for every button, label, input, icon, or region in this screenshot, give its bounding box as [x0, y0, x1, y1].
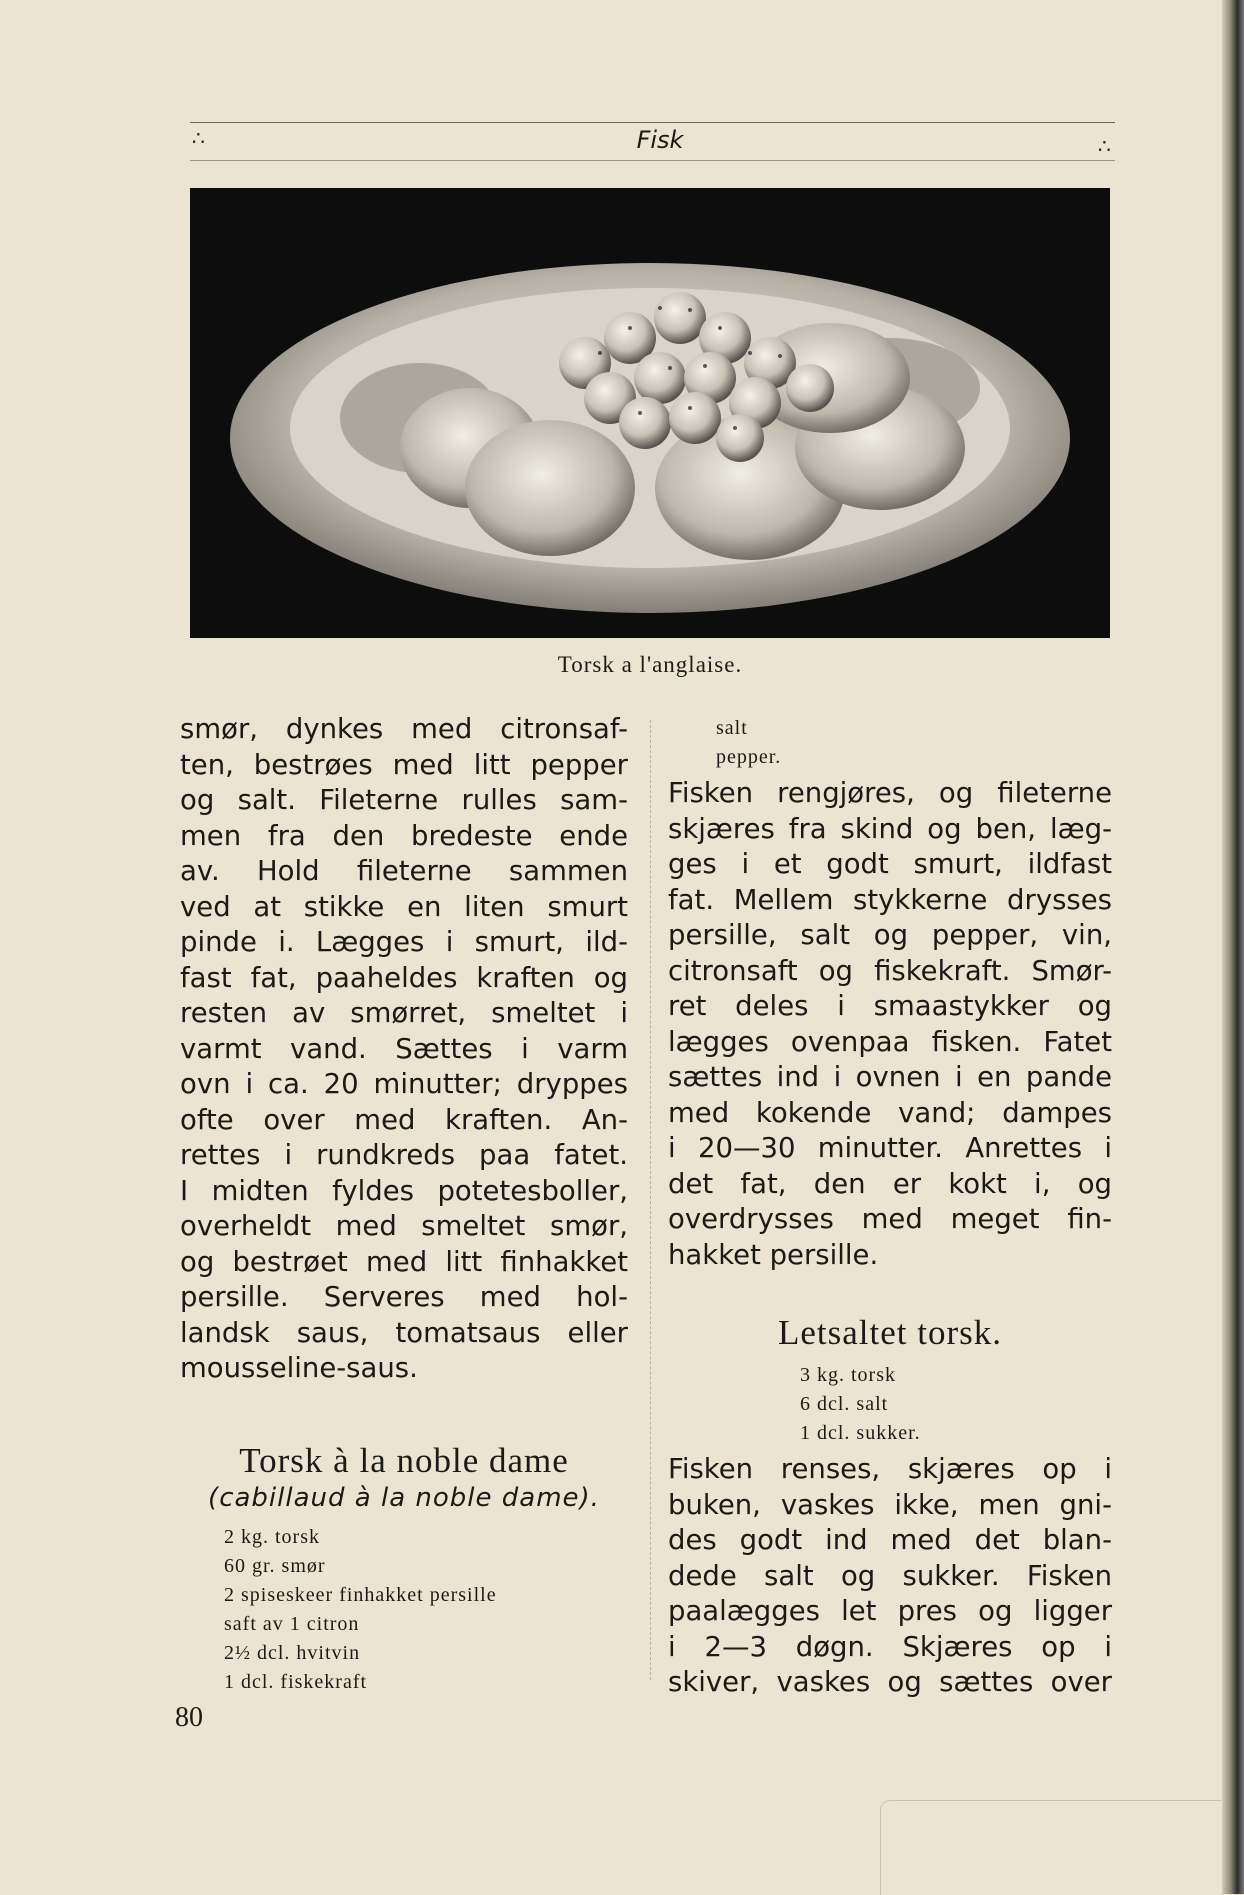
dish-illustration — [190, 188, 1110, 638]
ingredient-item: pepper. — [716, 746, 782, 768]
text-line: dede salt og sukker. Fisken — [668, 1559, 1112, 1592]
text-line: persille. Serveres med hol- — [180, 1281, 628, 1313]
text-line: ovn i ca. 20 minutter; dryppes — [180, 1068, 628, 1100]
method-text — [668, 776, 1112, 1273]
text-line: men fra den bredeste ende — [180, 819, 628, 852]
ingredient-list — [668, 1361, 1112, 1448]
text-line: des godt ind med det blan- — [668, 1524, 1112, 1556]
text-line: overdrysses med meget fin- — [668, 1203, 1112, 1235]
text-line: mousseline-saus. — [180, 1352, 418, 1384]
right-column — [668, 714, 1112, 1701]
text-line: det fat, den er kokt i, og — [668, 1167, 1112, 1200]
ingredient-item: 60 gr. smør — [224, 1554, 326, 1577]
ingredient-item: 2 kg. torsk — [224, 1525, 320, 1548]
text-line: overheldt med smeltet smør, — [180, 1210, 628, 1242]
running-head: Fisk — [636, 126, 684, 154]
ingredient-item: 3 kg. torsk — [800, 1364, 896, 1386]
recipe-subtitle: (cabillaud à la noble dame). — [208, 1482, 600, 1513]
page-corner-mark — [880, 1800, 1221, 1895]
text-line: persille, salt og pepper, vin, — [668, 919, 1112, 951]
text-line: ten, bestrøes med litt pepper — [180, 748, 628, 781]
ingredient-item: salt — [716, 717, 748, 739]
text-line: hakket persille. — [668, 1238, 879, 1271]
ornament-left-icon: ∴ — [192, 126, 205, 150]
recipe-title: Torsk à la noble dame — [239, 1440, 569, 1480]
text-line: i 20—30 minutter. Anrettes i — [668, 1132, 1112, 1164]
text-line: landsk saus, tomatsaus eller — [180, 1316, 628, 1349]
column-divider — [650, 720, 651, 1680]
text-line: med kokende vand; dampes — [668, 1096, 1112, 1129]
text-line: fat. Mellem stykkerne drysses — [668, 883, 1112, 916]
text-line: Fisken rengjøres, og fileterne — [668, 777, 1112, 809]
text-line: og bestrøet med litt finhakket — [180, 1245, 628, 1278]
ornament-right-icon: ∴ — [1098, 134, 1111, 158]
text-line: pinde i. Lægges i smurt, ild- — [180, 926, 628, 958]
text-line: ved at stikke en liten smurt — [180, 890, 628, 923]
text-line: ges i et godt smurt, ildfast — [668, 848, 1112, 880]
text-line: skiver, vaskes og sættes over — [668, 1666, 1112, 1698]
text-line: varmt vand. Sættes i varm — [180, 1032, 628, 1065]
text-line: smør, dynkes med citronsaf- — [180, 713, 628, 745]
left-column — [180, 712, 628, 1697]
text-line: Fisken renses, skjæres op i — [668, 1453, 1112, 1485]
text-line: og salt. Fileterne rulles sam- — [180, 784, 628, 816]
text-line: sættes ind i ovnen i en pande — [668, 1061, 1112, 1093]
text-line: fast fat, paaheldes kraften og — [180, 961, 628, 994]
text-line: lægges ovenpaa fisken. Fatet — [668, 1025, 1112, 1058]
dish-photo — [190, 188, 1110, 638]
text-line: av. Hold fileterne sammen — [180, 855, 628, 887]
ingredient-item: 1 dcl. fiskekraft — [224, 1670, 368, 1693]
text-line: citronsaft og fiskekraft. Smør- — [668, 954, 1112, 987]
header-rule-lower — [190, 160, 1115, 161]
text-line: paalægges let pres og ligger — [668, 1595, 1112, 1627]
text-line: resten av smørret, smeltet i — [180, 997, 628, 1029]
page-number: 80 — [175, 1702, 203, 1733]
ingredient-list — [180, 1523, 628, 1697]
header-rule — [190, 122, 1115, 123]
text-line: I midten fyldes potetesboller, — [180, 1174, 628, 1207]
text-line: buken, vaskes ikke, men gni- — [668, 1488, 1112, 1521]
text-line: rettes i rundkreds paa fatet. — [180, 1139, 628, 1171]
ingredient-item: saft av 1 citron — [224, 1612, 360, 1635]
figure-caption: Torsk a l'anglaise. — [557, 652, 743, 677]
recipe-title: Letsaltet torsk. — [777, 1313, 1002, 1352]
text-line: i 2—3 døgn. Skjæres op i — [668, 1630, 1112, 1663]
text-line: skjæres fra skind og ben, læg- — [668, 812, 1112, 845]
method-text — [668, 1452, 1112, 1701]
left-column-text — [180, 712, 628, 1387]
ingredient-item: 6 dcl. salt — [800, 1393, 889, 1415]
text-line: ofte over med kraften. An- — [180, 1103, 628, 1136]
book-spine-edge — [1222, 0, 1244, 1894]
ingredient-item: 2 spiseskeer finhakket persille — [224, 1583, 497, 1606]
text-line: ret deles i smaastykker og — [668, 990, 1112, 1022]
ingredient-item: 2½ dcl. hvitvin — [224, 1641, 361, 1664]
ingredient-list-continued — [668, 714, 1112, 772]
ingredient-item: 1 dcl. sukker. — [800, 1422, 921, 1444]
